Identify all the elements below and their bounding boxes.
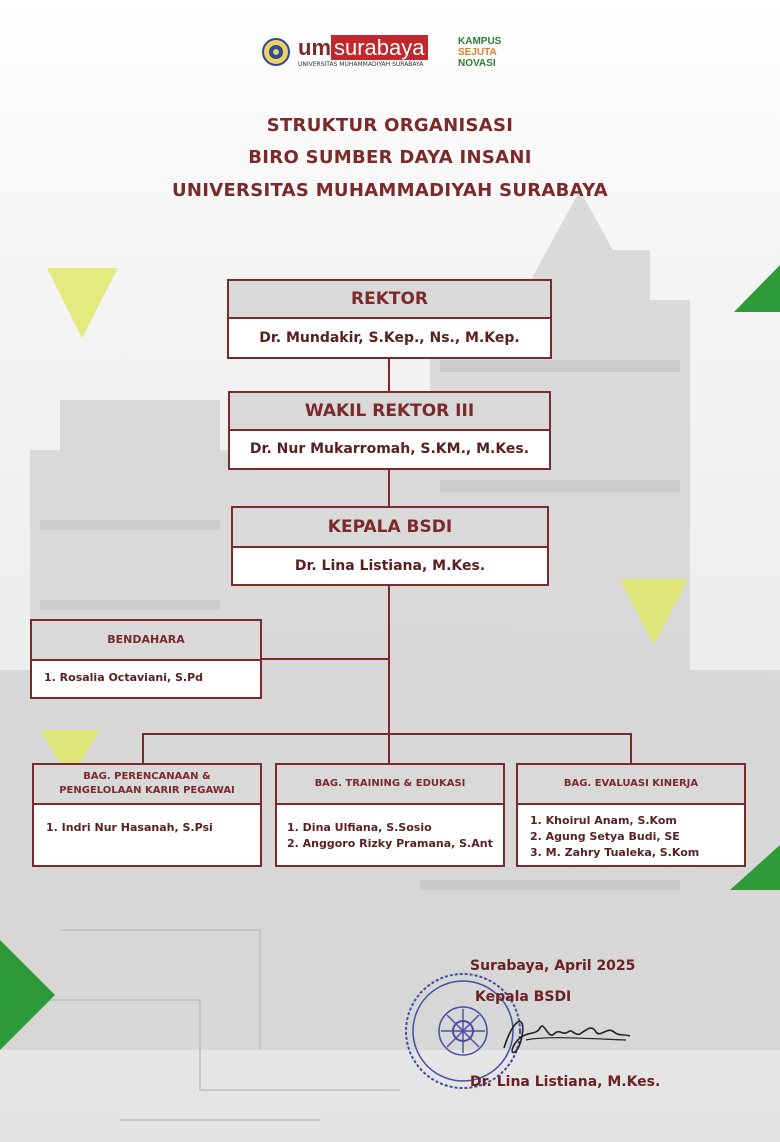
connector-dept-1 [142, 733, 144, 764]
logo-surabaya: surabaya [331, 35, 428, 60]
department-3-member-1: 1. Khoirul Anam, S.Kom [530, 814, 677, 827]
title-line-2: BIRO SUMBER DAYA INSANI [248, 147, 532, 168]
bendahara-member-1: 1. Rosalia Octaviani, S.Pd [44, 671, 204, 684]
bendahara-box [30, 619, 262, 699]
department-1-role-line1: BAG. PERENCANAAN & [83, 771, 211, 782]
kampus-sejuta-inovasi-logo [458, 36, 528, 72]
connector-dept-3 [630, 733, 632, 764]
department-1-members [34, 805, 260, 836]
rektor-name: Dr. Mundakir, S.Kep., Ns., M.Kep. [259, 330, 520, 346]
logo-um: um [298, 35, 331, 60]
connector-wakil-kepala [388, 468, 390, 506]
signature-name: Dr. Lina Listiana, M.Kes. [470, 1074, 661, 1090]
connector-bendahara [260, 658, 389, 660]
department-box-3 [516, 763, 746, 867]
stamp-top-text [462, 1058, 472, 1068]
rektor-role: REKTOR [229, 281, 550, 319]
department-box-2 [275, 763, 505, 867]
signature-place-date: Surabaya, April 2025 [470, 958, 636, 974]
kepala-bsdi-role: KEPALA BSDI [233, 508, 547, 548]
department-2-member-1: 1. Dina Ulfiana, S.Sosio [287, 821, 432, 834]
connector-departments-bar [142, 733, 632, 735]
department-3-role: BAG. EVALUASI KINERJA [518, 765, 744, 805]
signature-position: Kepala BSDI [475, 989, 572, 1005]
department-3-members [518, 805, 744, 861]
handwritten-signature [496, 1006, 636, 1066]
logo-subtitle: UNIVERSITAS MUHAMMADIYAH SURABAYA [298, 61, 424, 68]
wakil-rektor-role: WAKIL REKTOR III [230, 393, 549, 431]
department-2-role: BAG. TRAINING & EDUKASI [277, 765, 503, 805]
department-2-member-2: 2. Anggoro Rizky Pramana, S.Ant [287, 837, 493, 850]
department-1-role-line2: PENGELOLAAN KARIR PEGAWAI [59, 785, 235, 796]
department-3-member-3: 3. M. Zahry Tualeka, S.Kom [530, 846, 700, 859]
bendahara-role: BENDAHARA [32, 621, 260, 661]
department-box-1 [32, 763, 262, 867]
kampus-line1: KAMPUS [458, 36, 502, 47]
department-2-members [277, 805, 503, 852]
department-3-member-2: 2. Agung Setya Budi, SE [530, 830, 680, 843]
university-seal-icon [262, 38, 290, 66]
wakil-rektor-box [228, 391, 551, 470]
wakil-rektor-name: Dr. Nur Mukarromah, S.KM., M.Kes. [249, 441, 530, 457]
department-1-member-1: 1. Indri Nur Hasanah, S.Psi [46, 821, 213, 834]
kepala-bsdi-name: Dr. Lina Listiana, M.Kes. [294, 558, 486, 574]
department-1-role [34, 765, 260, 805]
connector-dept-2 [388, 733, 390, 764]
rektor-box [227, 279, 552, 359]
kampus-line2: SEJUTA [458, 47, 497, 58]
kepala-bsdi-box [231, 506, 549, 586]
bendahara-members [32, 661, 260, 686]
title-line-3: UNIVERSITAS MUHAMMADIYAH SURABAYA [171, 180, 609, 201]
connector-rektor-wakil [388, 357, 390, 392]
title-line-1: STRUKTUR ORGANISASI [266, 115, 514, 136]
kampus-line3: NOVASI [458, 58, 496, 69]
